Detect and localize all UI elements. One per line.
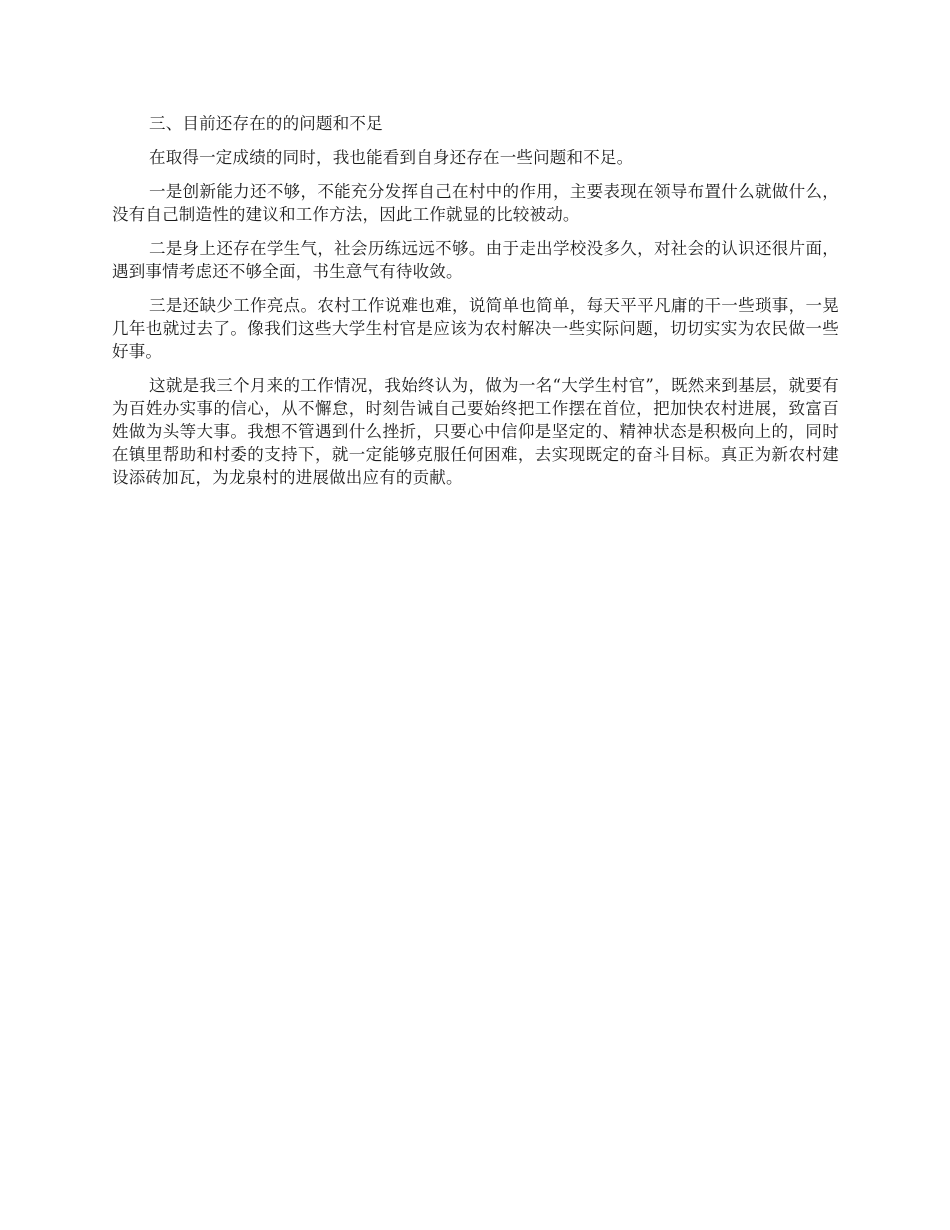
paragraph: 二是身上还存在学生气，社会历练远远不够。由于走出学校没多久，对社会的认识还很片面，遇到事情考虑还不够全面，书生意气有待收敛。 [112, 239, 839, 281]
paragraph: 在取得一定成绩的同时，我也能看到自身还存在一些问题和不足。 [149, 148, 634, 167]
document-body [112, 112, 839, 500]
section-heading: 三、目前还存在的的问题和不足 [149, 114, 383, 133]
paragraph: 三是还缺少工作亮点。农村工作说难也难，说简单也简单，每天平平凡庸的干一些琐事，一晃几年也就过去了。像我们这些大学生村官是应该为农村解决一些实际问题，切切实实为农民做一些好事。 [112, 296, 839, 361]
paragraph: 一是创新能力还不够，不能充分发挥自己在村中的作用，主要表现在领导布置什么就做什么，没有自己制造性的建议和工作方法，因此工作就显的比较被动。 [112, 182, 839, 224]
paragraph: 这就是我三个月来的工作情况，我始终认为，做为一名“大学生村官”，既然来到基层，就要有为百姓办实事的信心，从不懈怠，时刻告诫自己要始终把工作摆在首位，把加快农村进展，致富百姓做为头等大事。我想不管遇到什么挫折，只要心中信仰是坚定的、精神状态是积极向上的，同时在镇里帮助和村委的支持下，就一定能够克服任何困难，去实现既定的奋斗目标。真正为新农村建设添砖加瓦，为龙泉村的进展做出应有的贡献。 [112, 376, 839, 487]
